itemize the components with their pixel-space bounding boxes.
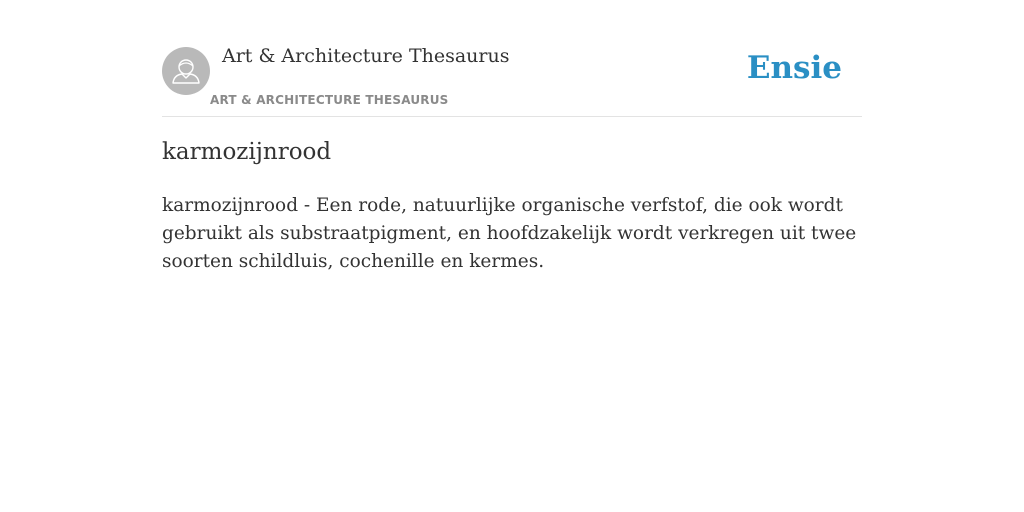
entry-header bbox=[162, 0, 862, 117]
user-icon bbox=[162, 47, 210, 95]
entry-definition: karmozijnrood - Een rode, natuurlijke organische verfstof, die ook wordt gebruikt als substraatpigment, en hoofdzakelijk wordt verkregen uit twee soorten schildluis, cochenille en kermes. bbox=[162, 195, 857, 272]
avatar[interactable] bbox=[162, 47, 210, 95]
source-name[interactable]: Art & Architecture Thesaurus bbox=[222, 45, 510, 67]
ensie-logo[interactable]: Ensie bbox=[746, 50, 842, 86]
page-content bbox=[162, 0, 862, 272]
entry-title: karmozijnrood bbox=[162, 139, 332, 165]
source-subtitle: ART & ARCHITECTURE THESAURUS bbox=[210, 93, 449, 107]
